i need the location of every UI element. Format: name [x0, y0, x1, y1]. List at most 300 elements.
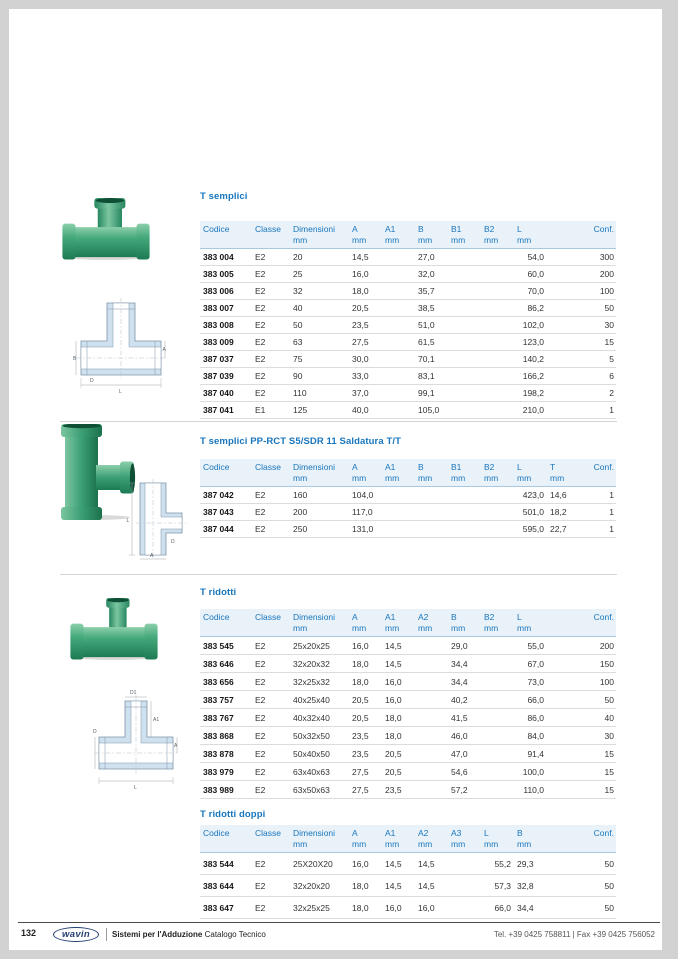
cell: E2 [255, 730, 266, 741]
dim-label: D [171, 539, 175, 545]
table-body [200, 249, 616, 419]
dim-label: B [73, 356, 77, 362]
cell: 14,5 [385, 658, 402, 669]
cell: 30 [604, 730, 614, 741]
cell: 117,0 [352, 507, 373, 518]
cell: 40,2 [451, 694, 468, 705]
cell: 27,5 [352, 337, 369, 348]
dim-label: A [174, 743, 178, 749]
column-header-dimensioni: Dimensioni mm [293, 612, 336, 634]
cell: 16,0 [418, 902, 435, 913]
cell: 250 [293, 524, 308, 535]
cell: 25X20X20 [293, 858, 333, 869]
cell-codice: 387 044 [203, 524, 234, 535]
column-header-dimensioni: Dimensioni mm [293, 224, 336, 246]
cell: 61,5 [418, 337, 435, 348]
cell: 47,0 [451, 748, 468, 759]
table-header-row [200, 609, 616, 637]
cell: 57,3 [494, 880, 511, 891]
cell: E2 [255, 286, 266, 297]
table-row [200, 875, 616, 897]
cell: 40 [604, 712, 614, 723]
drawing-t-pprct-dimensions [126, 477, 188, 563]
cell: 50 [604, 902, 614, 913]
cell: E2 [255, 269, 266, 280]
section-divider [60, 421, 617, 422]
table-body [200, 853, 616, 919]
cell: 34,4 [517, 902, 534, 913]
cell-codice: 383 656 [203, 676, 234, 687]
cell-codice: 383 007 [203, 303, 234, 314]
cell: E2 [255, 766, 266, 777]
cell: 27,5 [352, 766, 369, 777]
column-header-l: L mm [517, 462, 532, 484]
column-header-a2: A2 mm [418, 828, 433, 850]
cell: 16,0 [352, 269, 369, 280]
footer-divider [18, 922, 660, 923]
cell: 54,0 [527, 252, 544, 263]
table-row [200, 504, 616, 521]
footer-catalog-title [112, 930, 266, 939]
cell: 501,0 [522, 507, 544, 518]
cell: 63x50x63 [293, 784, 330, 795]
cell: 2 [609, 388, 614, 399]
cell: 63x40x63 [293, 766, 330, 777]
table-t-semplici [200, 221, 616, 419]
cell: 595,0 [522, 524, 544, 535]
cell: 140,2 [522, 354, 544, 365]
cell: 18,0 [352, 902, 369, 913]
cell-codice: 387 037 [203, 354, 234, 365]
table-row [200, 781, 616, 799]
cell: 50 [604, 694, 614, 705]
photo-t-pprct-fitting [56, 424, 136, 520]
section-title-t-semplici-pprct: T semplici PP-RCT S5/SDR 11 Saldatura T/T [200, 436, 402, 447]
column-header-dimensioni: Dimensioni mm [293, 462, 336, 484]
cell: E2 [255, 320, 266, 331]
table-row [200, 655, 616, 673]
cell: 1 [609, 507, 614, 518]
table-row [200, 266, 616, 283]
cell: 160 [293, 490, 308, 501]
cell: E2 [255, 252, 266, 263]
table-row [200, 853, 616, 875]
cell: 34,4 [451, 676, 468, 687]
cell-codice: 387 043 [203, 507, 234, 518]
table-body [200, 637, 616, 799]
cell: E2 [255, 640, 266, 651]
cell: 63 [293, 337, 303, 348]
cell: 99,1 [418, 388, 435, 399]
cell: 18,0 [352, 880, 369, 891]
drawing-t-semplici-dimensions [73, 289, 169, 397]
cell: 20,5 [352, 694, 369, 705]
table-row [200, 691, 616, 709]
table-t-semplici-pprct [200, 459, 616, 538]
cell: E2 [255, 337, 266, 348]
cell-codice: 383 545 [203, 640, 234, 651]
cell: 15 [604, 766, 614, 777]
cell: 32x20x20 [293, 880, 330, 891]
drawing-t-ridotti-dimensions [93, 681, 179, 791]
cell-codice: 387 039 [203, 371, 234, 382]
table-header-row [200, 825, 616, 853]
column-header-l: L mm [517, 612, 532, 634]
cell: 35,7 [418, 286, 435, 297]
cell-codice: 383 005 [203, 269, 234, 280]
cell: 200 [599, 640, 614, 651]
cell: 23,5 [352, 320, 369, 331]
cell: 105,0 [418, 405, 440, 416]
cell: 150 [599, 658, 614, 669]
cell: 423,0 [522, 490, 544, 501]
cell: 37,0 [352, 388, 369, 399]
column-header-a: A mm [352, 462, 367, 484]
footer-contacts: Tel. +39 0425 758811 | Fax +39 0425 756052 [493, 930, 655, 939]
column-header-b2: B2 mm [484, 462, 499, 484]
cell: E2 [255, 858, 266, 869]
cell-codice: 383 646 [203, 658, 234, 669]
cell: 70,0 [527, 286, 544, 297]
cell: 66,0 [494, 902, 511, 913]
table-row [200, 763, 616, 781]
table-row [200, 385, 616, 402]
cell: 300 [599, 252, 614, 263]
cell: 86,2 [527, 303, 544, 314]
cell: 40x32x40 [293, 712, 330, 723]
column-header-dimensioni: Dimensioni mm [293, 828, 336, 850]
table-row [200, 283, 616, 300]
dim-label: A [150, 553, 154, 559]
cell: 15 [604, 784, 614, 795]
cell: 18,0 [352, 676, 369, 687]
cell: 50 [604, 880, 614, 891]
table-row [200, 368, 616, 385]
cell: E2 [255, 748, 266, 759]
cell: 32 [293, 286, 303, 297]
cell: 57,2 [451, 784, 468, 795]
cell-codice: 383 008 [203, 320, 234, 331]
footer-catalog-title-regular: Catalogo Tecnico [204, 930, 266, 939]
table-row [200, 317, 616, 334]
cell: 60,0 [527, 269, 544, 280]
column-header-b1: B1 mm [451, 224, 466, 246]
cell: 18,0 [352, 286, 369, 297]
cell: 25 [293, 269, 303, 280]
cell: 14,6 [550, 490, 567, 501]
cell: 20,5 [352, 712, 369, 723]
dim-label: A [162, 347, 166, 353]
cell: 50 [604, 858, 614, 869]
cell-codice: 383 979 [203, 766, 234, 777]
cell: 75 [293, 354, 303, 365]
column-header-conf: Conf. [593, 612, 614, 622]
column-header-conf: Conf. [593, 224, 614, 234]
cell: 51,0 [418, 320, 435, 331]
table-row [200, 897, 616, 919]
cell: 16,0 [385, 694, 402, 705]
column-header-classe: Classe [255, 612, 281, 622]
cell: 34,4 [451, 658, 468, 669]
column-header-l: L mm [484, 828, 499, 850]
cell: 50x32x50 [293, 730, 330, 741]
column-header-classe: Classe [255, 828, 281, 838]
column-header-a: A mm [352, 612, 367, 634]
cell: 91,4 [527, 748, 544, 759]
cell: 18,0 [385, 730, 402, 741]
column-header-b: B mm [418, 224, 433, 246]
cell: 30 [604, 320, 614, 331]
cell-codice: 387 040 [203, 388, 234, 399]
cell: 18,0 [352, 658, 369, 669]
cell: 70,1 [418, 354, 435, 365]
cell-codice: 383 544 [203, 858, 234, 869]
cell: E2 [255, 354, 266, 365]
cell: 86,0 [527, 712, 544, 723]
cell: 104,0 [352, 490, 374, 501]
cell: 27,5 [352, 784, 369, 795]
cell: 14,5 [352, 252, 369, 263]
table-row [200, 351, 616, 368]
section-title-t-ridotti-doppi: T ridotti doppi [200, 809, 266, 820]
cell: 50 [293, 320, 303, 331]
cell: E2 [255, 524, 266, 535]
column-header-b: B mm [517, 828, 532, 850]
cell: 40x25x40 [293, 694, 330, 705]
column-header-classe: Classe [255, 224, 281, 234]
photo-t-semplici-fitting [62, 198, 150, 260]
cell: 131,0 [352, 524, 374, 535]
cell: 90 [293, 371, 303, 382]
cell: 100 [599, 286, 614, 297]
column-header-conf: Conf. [593, 462, 614, 472]
cell: E1 [255, 405, 266, 416]
cell: 46,0 [451, 730, 468, 741]
table-row [200, 709, 616, 727]
cell: E2 [255, 371, 266, 382]
column-header-codice: Codice [203, 612, 230, 622]
catalog-page [9, 9, 662, 950]
column-header-a1: A1 mm [385, 828, 400, 850]
table-t-ridotti-doppi [200, 825, 616, 919]
cell: E2 [255, 902, 266, 913]
table-row [200, 487, 616, 504]
column-header-b2: B2 mm [484, 224, 499, 246]
cell: 20,5 [385, 748, 402, 759]
cell-codice: 387 041 [203, 405, 234, 416]
column-header-t: T mm [550, 462, 565, 484]
cell: 23,5 [385, 784, 402, 795]
cell: 100 [599, 676, 614, 687]
cell: 102,0 [522, 320, 544, 331]
cell: 18,2 [550, 507, 567, 518]
table-row [200, 673, 616, 691]
table-row [200, 334, 616, 351]
cell: 14,5 [418, 858, 435, 869]
cell: 16,0 [352, 640, 369, 651]
table-body [200, 487, 616, 538]
column-header-a: A mm [352, 828, 367, 850]
cell: 32,0 [418, 269, 435, 280]
table-row [200, 249, 616, 266]
cell: 14,5 [385, 858, 402, 869]
dim-label: L [134, 785, 137, 791]
cell-codice: 383 647 [203, 902, 234, 913]
cell: 73,0 [527, 676, 544, 687]
cell: 6 [609, 371, 614, 382]
column-header-b: B mm [451, 612, 466, 634]
column-header-b: B mm [418, 462, 433, 484]
cell: 110 [293, 388, 307, 399]
cell: 14,5 [385, 880, 402, 891]
cell: 66,0 [527, 694, 544, 705]
table-row [200, 521, 616, 538]
cell: 54,6 [451, 766, 468, 777]
cell: 33,0 [352, 371, 369, 382]
cell: 84,0 [527, 730, 544, 741]
cell: 200 [293, 507, 308, 518]
cell: 22,7 [550, 524, 567, 535]
cell: 16,0 [385, 902, 402, 913]
table-t-ridotti [200, 609, 616, 799]
cell: E2 [255, 784, 266, 795]
cell: 14,5 [385, 640, 402, 651]
cell: 41,5 [451, 712, 468, 723]
cell-codice: 383 009 [203, 337, 234, 348]
cell: 32x25x25 [293, 902, 330, 913]
cell: 27,0 [418, 252, 435, 263]
cell: 123,0 [522, 337, 544, 348]
table-row [200, 745, 616, 763]
section-title-t-semplici: T semplici [200, 191, 248, 202]
cell: 16,0 [352, 858, 369, 869]
cell: 50 [604, 303, 614, 314]
cell: 14,5 [418, 880, 435, 891]
cell: E2 [255, 658, 266, 669]
cell: E2 [255, 712, 266, 723]
cell-codice: 387 042 [203, 490, 234, 501]
cell-codice: 383 878 [203, 748, 234, 759]
page-number: 132 [21, 928, 37, 938]
cell: 125 [293, 405, 308, 416]
wavin-logo: wavin [53, 927, 99, 942]
cell: 40 [293, 303, 303, 314]
cell: 100,0 [522, 766, 544, 777]
cell: 55,0 [527, 640, 544, 651]
cell: 210,0 [522, 405, 544, 416]
cell: E2 [255, 303, 266, 314]
column-header-a3: A3 mm [451, 828, 466, 850]
cell: 15 [604, 748, 614, 759]
cell: 20,5 [352, 303, 369, 314]
column-header-codice: Codice [203, 224, 230, 234]
table-row [200, 402, 616, 419]
cell: E2 [255, 490, 266, 501]
column-header-a1: A1 mm [385, 224, 400, 246]
cell-codice: 383 757 [203, 694, 234, 705]
dim-label: A1 [153, 717, 160, 723]
cell: 16,0 [385, 676, 402, 687]
cell: 1 [609, 524, 614, 535]
column-header-classe: Classe [255, 462, 281, 472]
cell-codice: 383 004 [203, 252, 234, 263]
cell: 200 [599, 269, 614, 280]
cell: 29,0 [451, 640, 468, 651]
section-divider [60, 574, 617, 575]
cell: 18,0 [385, 712, 402, 723]
cell: 32x20x32 [293, 658, 330, 669]
cell: 55,2 [494, 858, 511, 869]
cell: E2 [255, 694, 266, 705]
section-title-t-ridotti: T ridotti [200, 587, 237, 598]
cell: 30,0 [352, 354, 369, 365]
cell: 20,5 [385, 766, 402, 777]
cell: 15 [604, 337, 614, 348]
dim-label: L [126, 518, 130, 524]
cell: 29,3 [517, 858, 534, 869]
table-row [200, 637, 616, 655]
table-row [200, 300, 616, 317]
cell: 20 [293, 252, 303, 263]
cell: 1 [609, 490, 614, 501]
column-header-codice: Codice [203, 828, 230, 838]
column-header-l: L mm [517, 224, 532, 246]
cell-codice: 383 989 [203, 784, 234, 795]
cell-codice: 383 767 [203, 712, 234, 723]
dim-label: D1 [130, 690, 137, 696]
cell: 110,0 [523, 784, 544, 795]
footer-separator [106, 928, 107, 941]
column-header-b1: B1 mm [451, 462, 466, 484]
cell: 1 [609, 405, 614, 416]
cell: 32,8 [517, 880, 534, 891]
cell: 67,0 [527, 658, 544, 669]
cell: 40,0 [352, 405, 369, 416]
cell-codice: 383 006 [203, 286, 234, 297]
cell: E2 [255, 388, 266, 399]
cell: E2 [255, 880, 266, 891]
cell: 50x40x50 [293, 748, 330, 759]
cell: 23,5 [352, 748, 369, 759]
column-header-codice: Codice [203, 462, 230, 472]
table-header-row [200, 221, 616, 249]
cell: 83,1 [418, 371, 435, 382]
footer-catalog-title-bold: Sistemi per l'Adduzione [112, 930, 203, 939]
column-header-a2: A2 mm [418, 612, 433, 634]
cell-codice: 383 868 [203, 730, 234, 741]
cell: 5 [609, 354, 614, 365]
column-header-a1: A1 mm [385, 612, 400, 634]
dim-label: L [119, 389, 122, 395]
photo-t-ridotti-fitting [70, 598, 158, 660]
column-header-b2: B2 mm [484, 612, 499, 634]
cell: 32x25x32 [293, 676, 330, 687]
dim-label: D [93, 729, 97, 735]
cell-codice: 383 644 [203, 880, 234, 891]
cell: 198,2 [522, 388, 544, 399]
cell: E2 [255, 676, 266, 687]
cell: E2 [255, 507, 266, 518]
column-header-a: A mm [352, 224, 367, 246]
cell: 25x20x25 [293, 640, 330, 651]
dim-label: D [90, 378, 94, 384]
cell: 166,2 [522, 371, 544, 382]
table-row [200, 727, 616, 745]
cell: 23,5 [352, 730, 369, 741]
column-header-conf: Conf. [593, 828, 614, 838]
column-header-a1: A1 mm [385, 462, 400, 484]
cell: 38,5 [418, 303, 435, 314]
